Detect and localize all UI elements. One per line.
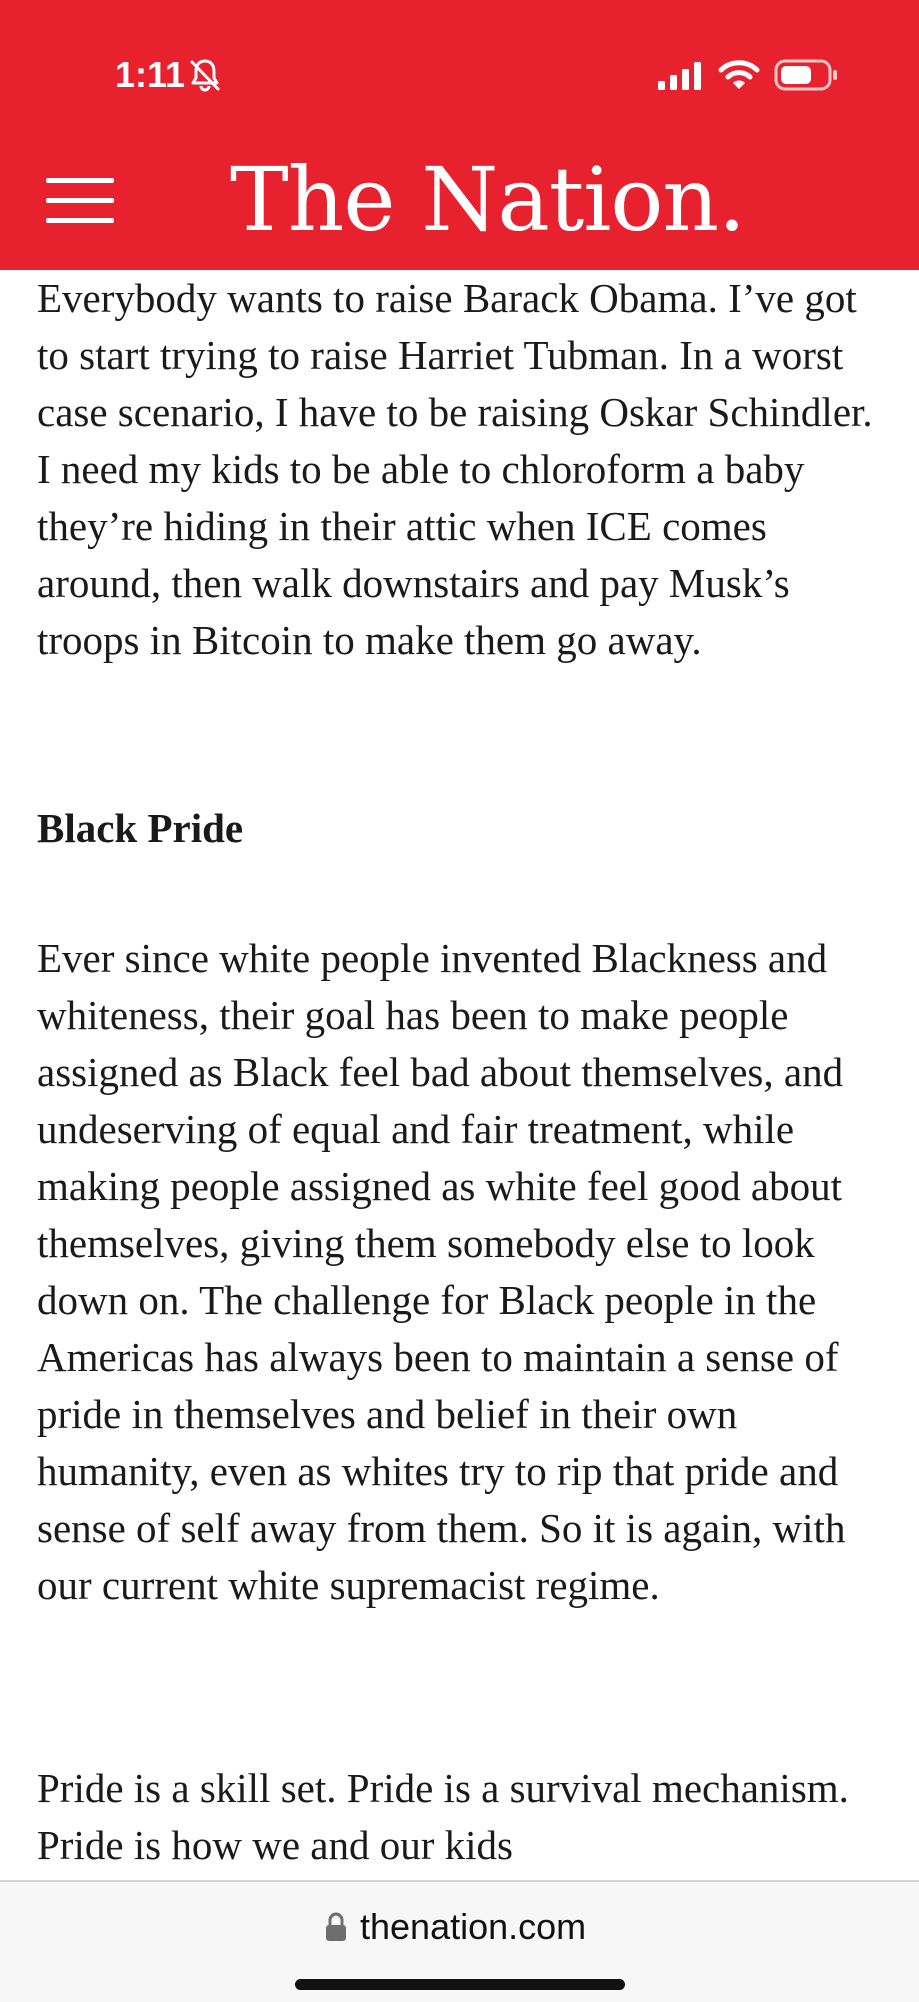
cellular-signal-icon xyxy=(658,62,704,90)
article-paragraph: Ever since white people invented Blackness and whiteness, their goal has been to make people assigned as Black feel bad about themselves, and undeserving of equal and fair treatment, while making people assigned as white feel good about themselves, giving them somebody else to look down on. The challenge for Black people in the Americas has always been to maintain a sense of pride in themselves and belief in their own humanity, even as whites try to rip that pride and sense of self away from them. So it is again, with our current white supremacist regime. xyxy=(37,935,846,1608)
site-logo[interactable]: The Nation. xyxy=(230,148,746,251)
home-indicator xyxy=(295,1979,625,1990)
browser-url-bar[interactable] xyxy=(0,1880,919,2002)
site-header xyxy=(0,0,919,270)
battery-icon xyxy=(774,58,838,92)
article-paragraph: Pride is a skill set. Pride is a survival mechanism. Pride is how we and our kids xyxy=(37,1765,849,1868)
bell-slash-icon xyxy=(187,57,223,93)
section-heading: Black Pride xyxy=(37,805,244,851)
status-time: 1:11 xyxy=(115,54,186,95)
wifi-icon xyxy=(718,58,760,92)
url-domain[interactable]: thenation.com xyxy=(360,1906,587,1947)
menu-button[interactable] xyxy=(40,170,120,230)
article-paragraph: Everybody wants to raise Barack Obama. I’ve got to start trying to raise Harriet Tubman. In a worst case scenario, I have to be raising Oskar Schindler. I need my kids to be able to chloroform a baby they’re hiding in their attic when ICE comes around, then walk downstairs and pay Musk’s troops in Bitcoin to make them go away. xyxy=(37,275,873,663)
lock-icon xyxy=(325,1912,347,1942)
